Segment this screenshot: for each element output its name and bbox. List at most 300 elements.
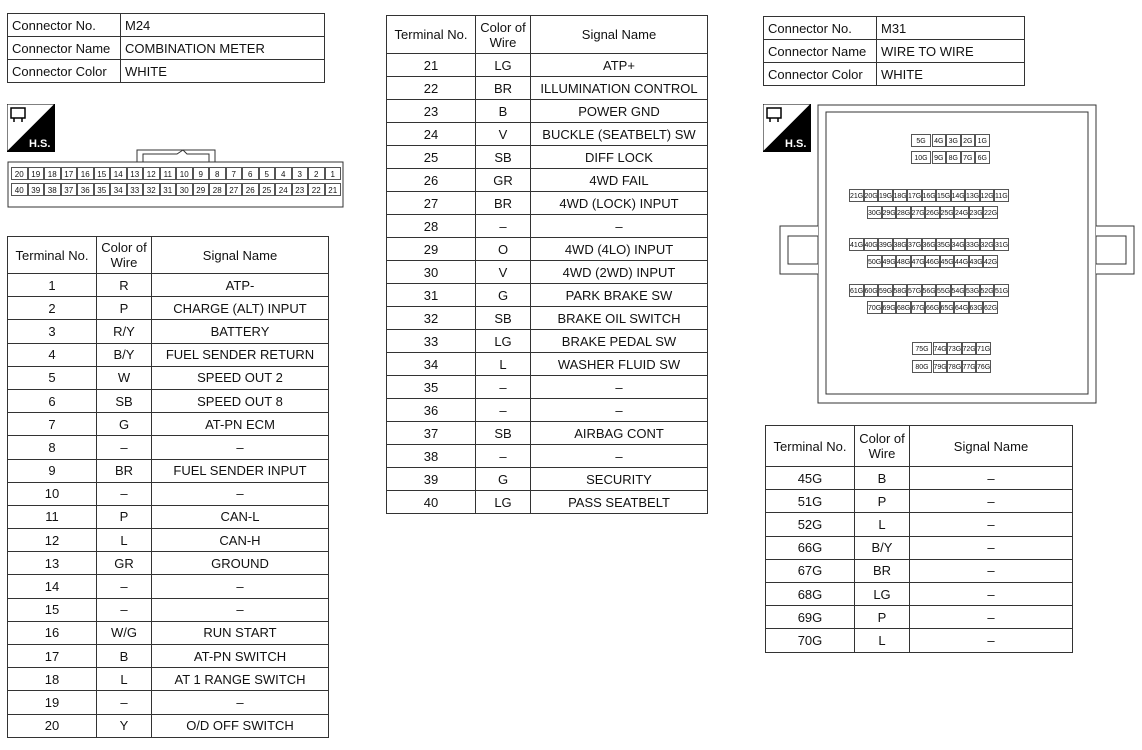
connector-pin: 20 [11,167,28,180]
table-row [8,274,329,297]
connector-pin: 79G [933,360,948,373]
table-row [387,376,708,399]
color-cell: – [476,445,531,468]
terminal-cell: 30 [387,261,476,284]
table-header-row [387,16,708,54]
signal-cell: – [152,436,329,459]
signal-cell: BATTERY [152,320,329,343]
connector-pin: 11 [160,167,177,180]
info-value: M31 [877,17,1025,40]
color-cell: O [476,238,531,261]
terminal-cell: 27 [387,192,476,215]
signal-cell: WASHER FLUID SW [531,353,708,376]
connector-pin: 64G [954,301,969,314]
table-row [8,552,329,575]
connector-pin: 29 [193,183,210,196]
signal-cell: PARK BRAKE SW [531,284,708,307]
terminal-cell: 21 [387,54,476,77]
connector-pin: 59G [878,284,893,297]
connector-pin: 48G [896,255,911,268]
connector-pin: 60G [864,284,879,297]
info-value: COMBINATION METER [121,37,325,60]
signal-cell: AT-PN SWITCH [152,645,329,668]
terminal-cell: 23 [387,100,476,123]
connector-pin: 23 [292,183,309,196]
signal-cell: SECURITY [531,468,708,491]
connector-pin: 4G [932,134,947,147]
signal-cell: – [531,376,708,399]
terminal-cell: 70G [766,629,855,652]
connector-pin: 31 [160,183,177,196]
signal-cell: AT-PN ECM [152,413,329,436]
signal-cell: SPEED OUT 2 [152,366,329,389]
terminal-cell: 33 [387,330,476,353]
table-row [387,353,708,376]
connector-pin: 39G [878,238,893,251]
table-row [8,505,329,528]
connector-pin: 13G [965,189,980,202]
signal-cell: – [152,482,329,505]
connector-pin: 32G [980,238,995,251]
signal-cell: – [910,606,1073,629]
table-row [8,645,329,668]
connector-pin: 18 [44,167,61,180]
terminal-cell: 34 [387,353,476,376]
terminal-cell: 7 [8,413,97,436]
connector-pin: 18G [893,189,908,202]
table-row [387,284,708,307]
connector-pin: 14 [110,167,127,180]
color-cell: BR [476,192,531,215]
info-label: Connector No. [764,17,877,40]
connector-pin: 52G [980,284,995,297]
color-cell: L [855,513,910,536]
connector-pin: 29G [882,206,897,219]
color-cell: G [476,284,531,307]
terminal-cell: 8 [8,436,97,459]
connector-pin: 30G [867,206,882,219]
signal-cell: 4WD FAIL [531,169,708,192]
signal-cell: AIRBAG CONT [531,422,708,445]
color-header: Color of Wire [855,426,910,467]
table-row [387,330,708,353]
connector-pin: 16G [922,189,937,202]
connector-pin: 65G [940,301,955,314]
connector-pin: 14G [951,189,966,202]
table-row [387,54,708,77]
table-row [387,468,708,491]
signal-cell: CAN-H [152,529,329,552]
info-row [764,17,1025,40]
connector-pin: 8 [209,167,226,180]
connector-pin: 10 [176,167,193,180]
connector-pin: 33G [965,238,980,251]
signal-cell: AT 1 RANGE SWITCH [152,668,329,691]
terminal-cell: 31 [387,284,476,307]
table-header-row [766,426,1073,467]
terminal-cell: 12 [8,529,97,552]
connector-pin: 9G [932,151,947,164]
connector-pin: 1 [325,167,342,180]
color-cell: BR [476,77,531,100]
terminal-cell: 40 [387,491,476,514]
signal-cell: RUN START [152,621,329,644]
color-cell: Y [97,714,152,737]
connector-pin: 27G [911,206,926,219]
table-row [8,714,329,737]
connector-pin: 31G [994,238,1009,251]
connector-pin: 11G [994,189,1009,202]
connector-pin: 9 [193,167,210,180]
connector-pin: 80G [912,360,932,373]
table-row [387,123,708,146]
connector-pin: 2G [961,134,976,147]
terminal-cell: 20 [8,714,97,737]
signal-cell: – [910,467,1073,490]
connector-pin: 77G [962,360,977,373]
color-cell: L [476,353,531,376]
table-row [8,366,329,389]
signal-cell: POWER GND [531,100,708,123]
m24-info-table [7,13,325,83]
connector-pin: 42G [983,255,998,268]
terminal-cell: 26 [387,169,476,192]
signal-cell: CAN-L [152,505,329,528]
terminal-cell: 5 [8,366,97,389]
connector-pin: 15 [94,167,111,180]
signal-cell: – [910,536,1073,559]
color-cell: P [97,297,152,320]
table-row [766,559,1073,582]
terminal-cell: 51G [766,490,855,513]
table-row [8,575,329,598]
info-row [764,63,1025,86]
info-row [764,40,1025,63]
terminal-cell: 25 [387,146,476,169]
connector-pin: 47G [911,255,926,268]
color-cell: B/Y [855,536,910,559]
connector-pin: 26G [925,206,940,219]
connector-pin: 20G [864,189,879,202]
connector-pin: 76G [976,360,991,373]
signal-cell: ATP+ [531,54,708,77]
signal-cell: – [531,445,708,468]
connector-pin: 62G [983,301,998,314]
connector-pin: 30 [176,183,193,196]
connector-pin: 22 [308,183,325,196]
table-row [8,343,329,366]
color-cell: SB [476,146,531,169]
terminal-cell: 28 [387,215,476,238]
signal-cell: – [531,399,708,422]
table-row [8,668,329,691]
connector-pin: 75G [912,342,932,355]
signal-cell: – [910,629,1073,652]
connector-pin: 5G [911,134,931,147]
table-row [8,389,329,412]
connector-pin: 66G [925,301,940,314]
info-label: Connector No. [8,14,121,37]
terminal-cell: 19 [8,691,97,714]
color-cell: L [97,529,152,552]
table-row [766,606,1073,629]
table-row [387,399,708,422]
terminal-cell: 24 [387,123,476,146]
table-row [387,307,708,330]
connector-pin: 19 [28,167,45,180]
connector-pin: 32 [143,183,160,196]
terminal-cell: 38 [387,445,476,468]
terminal-cell: 22 [387,77,476,100]
terminal-cell: 3 [8,320,97,343]
signal-cell: FUEL SENDER INPUT [152,459,329,482]
terminal-cell: 11 [8,505,97,528]
connector-pin: 25G [940,206,955,219]
connector-pin: 54G [951,284,966,297]
terminal-cell: 1 [8,274,97,297]
color-cell: – [97,482,152,505]
terminal-cell: 69G [766,606,855,629]
signal-cell: 4WD (4LO) INPUT [531,238,708,261]
color-cell: V [476,123,531,146]
color-cell: GR [97,552,152,575]
terminal-cell: 14 [8,575,97,598]
connector-pin: 12G [980,189,995,202]
connector-pin: 71G [976,342,991,355]
connector-pin: 24G [954,206,969,219]
connector-pin: 78G [947,360,962,373]
terminal-cell: 29 [387,238,476,261]
color-cell: W [97,366,152,389]
connector-pin: 7 [226,167,243,180]
color-cell: SB [97,389,152,412]
connector-pin: 35 [94,183,111,196]
color-cell: L [97,668,152,691]
terminal-cell: 35 [387,376,476,399]
terminal-cell: 39 [387,468,476,491]
harness-side-icon [7,104,55,152]
terminal-cell: 13 [8,552,97,575]
table-row [387,261,708,284]
connector-pin: 37G [907,238,922,251]
color-cell: GR [476,169,531,192]
connector-pin: 43G [969,255,984,268]
table-row [8,621,329,644]
signal-cell: PASS SEATBELT [531,491,708,514]
table-row [8,459,329,482]
terminal-cell: 37 [387,422,476,445]
color-cell: LG [476,54,531,77]
connector-pin: 12 [143,167,160,180]
connector-pin: 3G [946,134,961,147]
connector-pin: 1G [975,134,990,147]
connector-pin: 27 [226,183,243,196]
color-cell: L [855,629,910,652]
color-cell: – [97,436,152,459]
connector-pin: 34 [110,183,127,196]
terminal-cell: 2 [8,297,97,320]
table-header-row [8,237,329,274]
connector-pin: 36G [922,238,937,251]
connector-pin: 8G [946,151,961,164]
info-row [8,60,325,83]
color-cell: – [476,399,531,422]
connector-pin: 70G [867,301,882,314]
signal-cell: BUCKLE (SEATBELT) SW [531,123,708,146]
signal-cell: ILLUMINATION CONTROL [531,77,708,100]
connector-pin: 35G [936,238,951,251]
connector-pin: 44G [954,255,969,268]
connector-pin: 74G [933,342,948,355]
table-row [387,146,708,169]
signal-cell: – [531,215,708,238]
color-header: Color of Wire [476,16,531,54]
signal-header: Signal Name [152,237,329,274]
signal-cell: – [910,490,1073,513]
color-cell: V [476,261,531,284]
table-row [8,691,329,714]
connector-pin: 40 [11,183,28,196]
table-row [766,536,1073,559]
table-row [8,436,329,459]
m31-connector-face [778,104,1138,406]
connector-pin: 24 [275,183,292,196]
table-row [8,598,329,621]
connector-pin: 6G [975,151,990,164]
info-value: M24 [121,14,325,37]
color-cell: BR [855,559,910,582]
color-cell: P [855,606,910,629]
color-cell: LG [476,491,531,514]
terminal-cell: 36 [387,399,476,422]
signal-cell: – [910,513,1073,536]
connector-pin: 41G [849,238,864,251]
connector-pin: 4 [275,167,292,180]
table-row [387,445,708,468]
connector-pin: 37 [61,183,78,196]
connector-pin: 68G [896,301,911,314]
signal-cell: BRAKE PEDAL SW [531,330,708,353]
color-cell: P [855,490,910,513]
m31-terminal-table [765,425,1073,653]
table-row [387,422,708,445]
terminal-cell: 17 [8,645,97,668]
terminal-cell: 66G [766,536,855,559]
terminal-cell: 67G [766,559,855,582]
table-row [766,582,1073,605]
connector-pin: 15G [936,189,951,202]
color-cell: – [97,598,152,621]
terminal-cell: 18 [8,668,97,691]
hs-label: H.S. [29,138,51,150]
connector-pin: 25 [259,183,276,196]
table-row [387,491,708,514]
connector-pin: 45G [940,255,955,268]
signal-cell: ATP- [152,274,329,297]
color-cell: LG [476,330,531,353]
info-value: WIRE TO WIRE [877,40,1025,63]
connector-pin: 53G [965,284,980,297]
color-cell: – [476,215,531,238]
connector-pin: 13 [127,167,144,180]
table-row [387,77,708,100]
info-label: Connector Name [764,40,877,63]
color-cell: B [97,645,152,668]
terminal-header: Terminal No. [387,16,476,54]
terminal-cell: 16 [8,621,97,644]
connector-pin: 17 [61,167,78,180]
info-label: Connector Color [764,63,877,86]
terminal-header: Terminal No. [766,426,855,467]
connector-pin: 28G [896,206,911,219]
connector-pin: 72G [962,342,977,355]
connector-pin: 50G [867,255,882,268]
signal-cell: GROUND [152,552,329,575]
table-row [766,490,1073,513]
color-cell: G [97,413,152,436]
table-row [8,482,329,505]
terminal-cell: 45G [766,467,855,490]
color-header: Color of Wire [97,237,152,274]
color-cell: LG [855,582,910,605]
color-cell: G [476,468,531,491]
signal-cell: 4WD (LOCK) INPUT [531,192,708,215]
info-value: WHITE [877,63,1025,86]
table-row [766,629,1073,652]
hs-label: H.S. [785,138,807,150]
signal-cell: – [910,582,1073,605]
table-row [766,467,1073,490]
connector-pin: 21 [325,183,342,196]
signal-cell: – [152,598,329,621]
connector-pin: 21G [849,189,864,202]
connector-pin: 49G [882,255,897,268]
connector-pin: 17G [907,189,922,202]
table-row [387,100,708,123]
signal-cell: – [152,691,329,714]
terminal-cell: 6 [8,389,97,412]
connector-pin: 56G [922,284,937,297]
connector-pin: 40G [864,238,879,251]
color-cell: – [97,575,152,598]
connector-pin: 23G [969,206,984,219]
connector-pin: 33 [127,183,144,196]
info-row [8,14,325,37]
connector-pin: 67G [911,301,926,314]
table-row [766,513,1073,536]
connector-pin: 2 [308,167,325,180]
table-row [8,529,329,552]
color-cell: R [97,274,152,297]
signal-cell: FUEL SENDER RETURN [152,343,329,366]
color-cell: SB [476,307,531,330]
connector-pin: 46G [925,255,940,268]
table-row [387,238,708,261]
terminal-cell: 4 [8,343,97,366]
m31-info-table [763,16,1025,86]
connector-pin: 38G [893,238,908,251]
terminal-cell: 9 [8,459,97,482]
table-row [387,215,708,238]
connector-pin: 10G [911,151,931,164]
terminal-cell: 68G [766,582,855,605]
signal-cell: O/D OFF SWITCH [152,714,329,737]
connector-pin: 3 [292,167,309,180]
table-row [8,320,329,343]
signal-cell: 4WD (2WD) INPUT [531,261,708,284]
color-cell: SB [476,422,531,445]
color-cell: B [855,467,910,490]
